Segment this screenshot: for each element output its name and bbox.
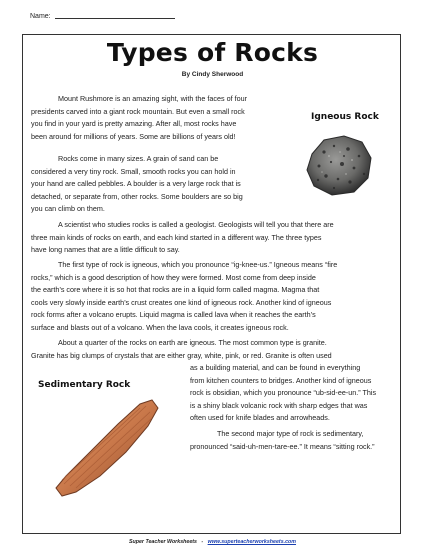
text-line: as a building material, and can be found in everything [190, 363, 361, 372]
footer-url-link[interactable]: www.superteacherworksheets.com [207, 539, 297, 545]
igneous-rock-image [304, 134, 374, 197]
text-line: considered a very tiny rock. Small, smooth rocks you can hold in [31, 166, 236, 176]
igneous-caption: Igneous Rock [311, 112, 379, 122]
text-line: the earth’s core where it is so hot that rocks are in a liquid form called magma. Magma that [31, 285, 320, 294]
text-line: pronounced “said-uh-men-tare-ee.” It means “sitting rock.” [190, 441, 375, 451]
sedimentary-caption: Sedimentary Rock [38, 380, 131, 390]
text-line: rock is obsidian, which you pronounce “ub-sid-ee-un.” This [190, 388, 377, 397]
text-line: is a shiny black volcanic rock with sharp edges that was [190, 400, 368, 410]
text-line: detached, or separate from, other rocks. Some boulders are so big [31, 191, 243, 201]
text-line: three main kinds of rocks on earth, and each kind started in a different way. The three types [31, 232, 322, 242]
paragraph-1 [31, 93, 247, 143]
text-line: you find in your yard is pretty amazing. After all, most rocks have [31, 119, 237, 128]
paragraph-3 [31, 219, 334, 257]
byline: By Cindy Sherwood [181, 71, 244, 78]
text-line: been around for millions of years. Some are billions of years old! [31, 131, 236, 141]
name-blank[interactable] [55, 18, 175, 19]
sedimentary-rock-image [52, 396, 162, 498]
text-line: The second major type of rock is sedimentary, [217, 429, 364, 438]
text-line: Granite has big clumps of crystals that are either gray, white, pink, or red. Granite is often used [31, 350, 332, 360]
text-line: cools very slowly inside earth’s crust creates one kind of igneous rock. Another kind of igneous [31, 297, 332, 307]
text-line: The first type of rock is igneous, which you pronounce “ig-knee-us.” Igneous means “fire [58, 260, 338, 269]
text-line: A scientist who studies rocks is called a geologist. Geologists will tell you that there are [58, 220, 334, 229]
text-line: Mount Rushmore is an amazing sight, with the faces of four [58, 94, 247, 103]
paragraph-5-continued [190, 362, 376, 425]
paragraph-4 [31, 259, 338, 334]
text-line: Rocks come in many sizes. A grain of sand can be [58, 154, 219, 163]
text-line: surface and blasts out of a volcano. When the lava cools, it creates igneous rock. [31, 322, 289, 332]
text-line: from kitchen counters to bridges. Another kind of igneous [190, 375, 372, 385]
text-line: your hand are called pebbles. A boulder is a very large rock that is [31, 179, 241, 188]
text-line: About a quarter of the rocks on earth are igneous. The most common type is granite. [58, 338, 327, 347]
footer [0, 539, 425, 545]
text-line: presidents carved into a giant rock mountain. But even a small rock [31, 106, 245, 116]
paragraph-2 [31, 153, 243, 216]
name-label: Name: [30, 13, 51, 20]
text-line: rock forms after a volcano erupts. Liquid magma is called lava when it reaches the earth’s [31, 310, 316, 319]
name-line [30, 13, 175, 20]
page-title: Types of Rocks [106, 38, 319, 67]
text-line: you can climb on them. [31, 204, 105, 213]
footer-separator: - [201, 539, 204, 545]
text-line: have long names that are a little difficult to say. [31, 245, 180, 254]
text-line: rocks,” which is a good description of how they were formed. Most come from deep inside [31, 272, 316, 282]
paragraph-6 [190, 428, 375, 453]
paragraph-5 [31, 337, 332, 362]
footer-site: Super Teacher Worksheets [128, 539, 197, 545]
text-line: often used for knife blades and arrowheads. [190, 413, 330, 422]
